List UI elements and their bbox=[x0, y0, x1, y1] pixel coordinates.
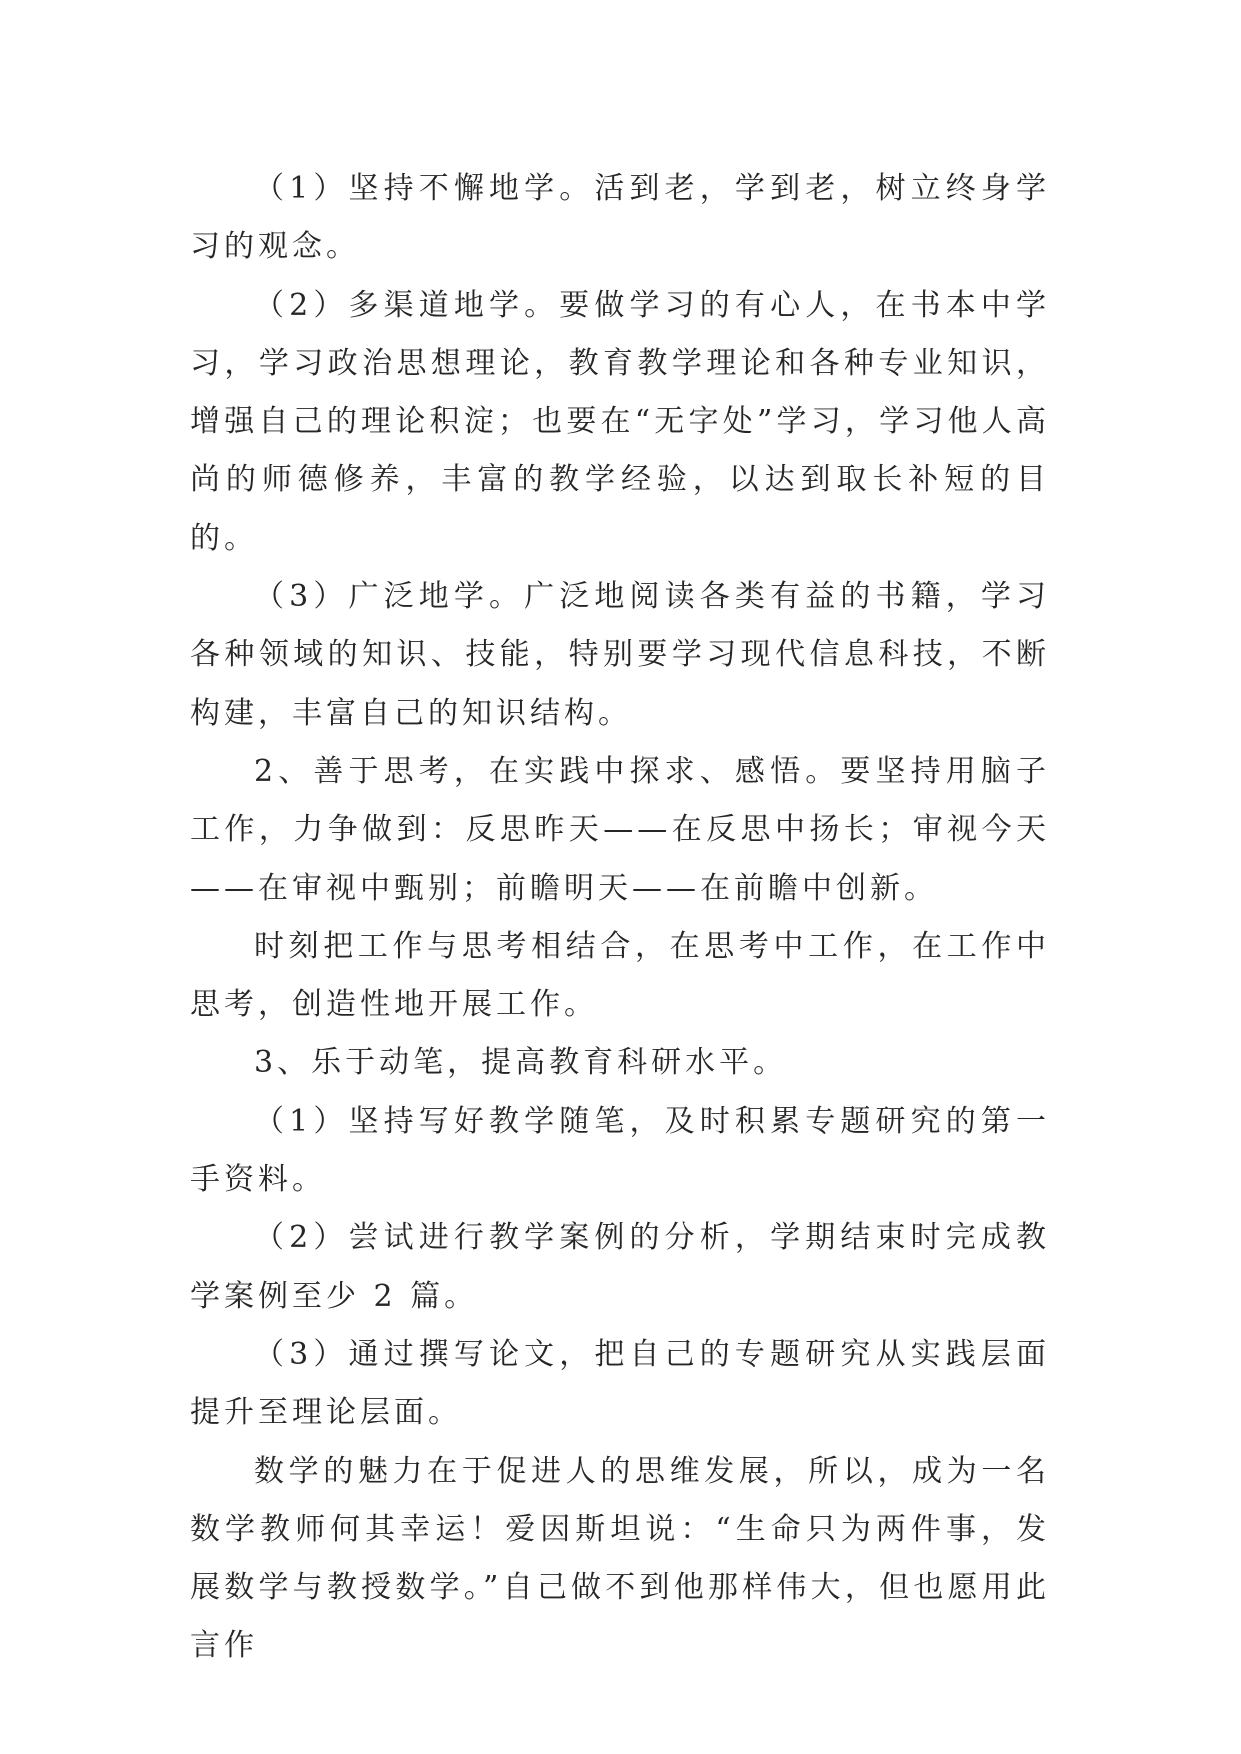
paragraph-lifelong-learning: （1）坚持不懈地学。活到老，学到老，树立终身学习的观念。 bbox=[190, 171, 1050, 265]
paragraph-teaching-notes: （1）坚持写好教学随笔，及时积累专题研究的第一手资料。 bbox=[190, 1103, 1050, 1198]
paragraph-work-and-think: 时刻把工作与思考相结合，在思考中工作，在工作中思考，创造性地开展工作。 bbox=[190, 928, 1050, 1023]
paragraph-writing-research: 3、乐于动笔，提高教育科研水平。 bbox=[254, 1045, 788, 1081]
document-body bbox=[190, 160, 1050, 1676]
paragraph-charm-of-math: 数学的魅力在于促进人的思维发展，所以，成为一名数学教师何其幸运！爱因斯坦说：“生命只为两件事，发展数学与教授数学。”自己做不到他那样伟大，但也愿用此言作 bbox=[190, 1453, 1050, 1664]
paragraph-broad-learning: （3）广泛地学。广泛地阅读各类有益的书籍，学习各种领域的知识、技能，特别要学习现代信息科技，不断构建，丰富自己的知识结构。 bbox=[190, 579, 1050, 731]
paragraph-writing-papers: （3）通过撰写论文，把自己的专题研究从实践层面提升至理论层面。 bbox=[190, 1336, 1050, 1431]
paragraph-good-at-thinking: 2、善于思考，在实践中探求、感悟。要坚持用脑子工作，力争做到：反思昨天——在反思中扬长；审视今天——在审视中甄别；前瞻明天——在前瞻中创新。 bbox=[190, 753, 1050, 906]
paragraph-teaching-cases: （2）尝试进行教学案例的分析，学期结束时完成教学案例至少 2 篇。 bbox=[190, 1220, 1050, 1314]
paragraph-multi-channel-learning: （2）多渠道地学。要做学习的有心人，在书本中学习，学习政治思想理论，教育教学理论和各种专业知识，增强自己的理论积淀；也要在“无字处”学习，学习他人高尚的师德修养，丰富的教学经验，以达到取长补短的目的。 bbox=[190, 287, 1050, 556]
